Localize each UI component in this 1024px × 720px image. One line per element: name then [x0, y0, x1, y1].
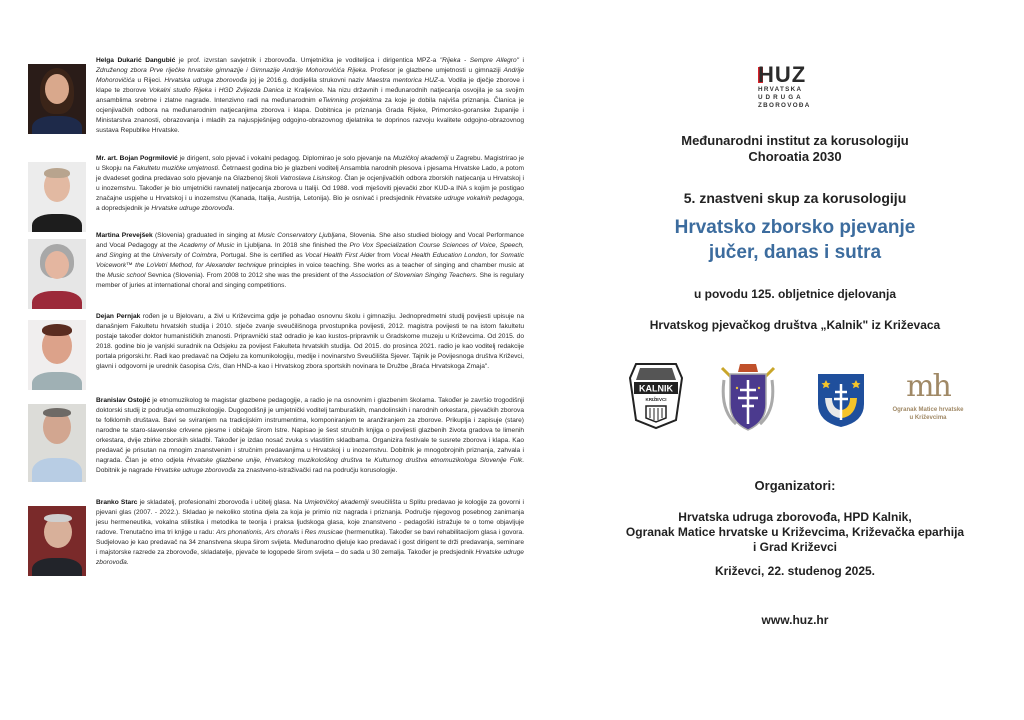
bio-name: Helga Dukarić Dangubić: [96, 57, 176, 64]
photo-bojan: [28, 162, 86, 232]
bio-text: Branislav Ostojić je etnomuzikolog te magistar glazbene pedagogije, a radio je na osnovnim i glazbenim školama. Također je završio trogodišnji doktorski studij iz područja etnomuzikologije. Dugogodišnji je umjetnički voditelj tamburaških, mandolinskih i narodnih orkestara, pjevačkih zborova te folklornih društava. Bavi se sviranjem na tradicijskim instrumentima, komponiranjem te aranžiranjem za zborove. Prikuplja i zapisuje (stare) narodne te staro-slavenske crkvene pjesme i običaje širom Istre. Napisao je šest stručnih knjiga o povijesti glazbenih života gradova te limenih orkestara, dvije zbirke zborskih skladbi. Također je izdao nosač zvuka s vlastitim skladbama. Organizira festivale te susrete zborova i klapa. Kao predavač je prisutan na mnogim znanstvenim i stručnim predavanjima u Hrvatskoj i u inozemstvu. Dobitnik je mnogobrojnih priznanja, zahvala i nagrada. Član je etno odjela Hrvatske glazbene unije, Hrvatskog muzikološkog društva te Kulturnog društva etnomuzikologa Slovenije Folk. Dobitnik je nagrade Hrvatske udruge zborovođa za znastveno-istraživački rad na području korusologije.: [96, 397, 524, 474]
bio-emphasis: Somatic Voicework™ the LoVetri Method, for Alexander technique: [96, 252, 525, 269]
bio-name: Branko Starc: [96, 499, 138, 506]
bio-emphasis: Res musicae: [304, 529, 343, 536]
bio-text: Mr. art. Bojan Pogrmilović je dirigent, solo pjevač i vokalni pedagog. Diplomirao je solo pjevanje na Muzičkoj akademiji u Zagrebu. Magistrirao je u Skopju na Fakultetu muzičke umjetnosti. Četrnaest godina bio je glazbeni voditelj Ansambla narodnih plesova i pjesama Hrvatske Lado, a potom je dvadeset godina predavao solo pjevanje na Glazbenoj školi Vatroslava Lisinskog. Član je ocjenjivačkih odbora zborskih natjecanja u Hrvatskoj i u inozemstvu. Također je bio umjetnički ravnatelj natjecanja zborova u Italiji. Od 1988. vodi mješoviti pjevački zbor KUD-a INA s kojim je postigao značajne uspjehe u Hrvatskoj i u inozemstvu (Kanada, Italija, Austrija, Letonija). Bio je osnivač i predsjednik Hrvatske udruge vokalnih pedagoga, a dopredsjednik je Hrvatske udruge zborovođa.: [96, 155, 524, 212]
institute-line1: Međunarodni institut za korusologiju: [681, 133, 909, 148]
kalnik-name: KALNIK: [639, 383, 673, 394]
institute-line2: Choroatia 2030: [748, 149, 842, 164]
eparchy-coat-of-arms-icon: [716, 360, 780, 434]
institute-name: [610, 133, 980, 165]
bio-emphasis: Pro Vox Specialization Course Sciences of Voice, Speech, and Singing: [96, 242, 524, 259]
matica-mark: mh: [906, 369, 950, 404]
bio-text: Martina Prevejšek (Slovenia) graduated in singing at Music Conservatory Ljubljana, Slovenia. She also studied biology and Vocal Performance and Vocal Pedagogy at the Academy of Music in Ljubljana. In 2018 she finished the Pro Vox Specialization Course Sciences of Voice, Speech, and Singing at the University of Coimbra, Portugal. She is certified as Vocal Health First Aider from Vocal Health Education London, for Somatic Voicework™ the LoVetri Method, for Alexander technique principles in voice teaching. She works as a teacher of singing and chamber music at the Music school Sevnica (Slovenia). From 2008 to 2012 she was the president of the Association of Slovenian Singing Teachers. She is regulary member of juries at international choral and singing competitions.: [96, 232, 525, 289]
title-line2: jučer, danas i sutra: [708, 242, 882, 263]
eparchy-logo: [716, 360, 780, 439]
bio-emphasis: Hrvatske udruge vokalnih pedagoga: [415, 195, 523, 202]
event-title: [610, 215, 980, 265]
photo-martina: [28, 239, 86, 309]
bio-name: Martina Prevejšek: [96, 232, 153, 239]
matica-line1: Ogranak Matice hrvatske: [892, 407, 964, 413]
bio-emphasis: Andrije Mohorovičića: [96, 67, 525, 84]
bio-emphasis: Music school: [107, 272, 146, 279]
kalnik-logo: [628, 360, 684, 435]
bio-emphasis: "Rijeka - Sempre Allegro": [439, 57, 519, 64]
bio-emphasis: Hrvatske udruge zborovođa: [96, 549, 524, 566]
bio-emphasis: Vocal Health Education London: [392, 252, 487, 259]
bio-emphasis: Vatroslava Lisinskog: [280, 175, 341, 182]
bio-emphasis: Umjetničkoj akademiji: [304, 499, 369, 506]
organizers-label: Organizatori:: [754, 478, 836, 493]
bio-emphasis: Academy of Music: [179, 242, 235, 249]
krizevci-city-logo: [816, 372, 866, 433]
website-link[interactable]: www.huz.hr: [761, 613, 829, 627]
bio-name: Branislav Ostojić: [96, 397, 151, 404]
bio-emphasis: Association of Slovenian Singing Teachers: [350, 272, 476, 279]
bio-emphasis: Hrvatske udruge zborovođa: [154, 467, 236, 474]
bio-emphasis: Vokalni studio Rijeka: [148, 87, 212, 94]
kalnik-city: KRIŽEVCI: [645, 397, 667, 402]
bio-emphasis: Music Conservatory Ljubljana: [257, 232, 346, 239]
organizer-line: Ogranak Matice hrvatske u Križevcima, Križevačka eparhija: [625, 525, 965, 539]
bio-emphasis: Ars phonationis, Ars choralis: [216, 529, 300, 536]
photo-branko: [28, 506, 86, 576]
partner-logos: [628, 360, 988, 440]
bio-branko: [28, 498, 528, 576]
huz-logo-mark: HUZ: [758, 62, 807, 87]
bio-emphasis: Hrvatske glazbene unije, Hrvatskog muzikološkog društva: [186, 457, 363, 464]
bio-text: Branko Starc je skladatelj, profesionalni zborovođa i učitelj glasa. Na Umjetničkoj akademiji sveučilišta u Splitu predavao je kologije za govorni i pjevani glas (2007. - 2022.). Skladao je nekoliko stotina djela za koja je primio niz nagrada i priznanja. Područje njegovog posebnog zanimanja jesu hermeneutika, vokalna stilistika i metodika te teorija i praksa ljudskoga glasa, koje znanstveno - pedagoški istražuje te o tome objavljuje radove. Trenutačno ima tri knjige u radu: Ars phonationis, Ars choralis i Res musicae (hermenutika). Također se bavi rehabilitacijom glasa i govora. Sudjelovao je kao predavač na 34 znanstvena skupa širom svijeta. Međunarodno djeluje kao predavač i gost dirigent te drži predavanja, seminare i majstorske razrede za zborovođe, skladatelje, pjevače te logopede širom svijeta – do sada u 30 zemalja. Također je predsjednik Hrvatske udruge zborovođa.: [96, 499, 525, 566]
huz-logo-line3: ZBOROVOĐA: [758, 102, 811, 109]
bio-dejan: [28, 312, 528, 390]
bio-emphasis: Hrvatska udruga zborovođa: [164, 77, 247, 84]
bio-text: Helga Dukarić Dangubić je prof. izvrstan savjetnik i zborovođa. Umjetnička je voditeljica i dirigentica MPZ-a "Rijeka - Sempre Allegro" i Združenog zbora Prve riječke hrvatske gimnazije i Gimnazije Andrije Mohorovičića Rijeka. Profesor je glazbene umjetnosti u gimnaziji Andrije Mohorovičića u Rijeci. Hrvatska udruga zborovođa joj je 2016.g. dodijelila strukovni naziv Maestra mentorica HUZ-a. Vodila je dječje zborove i klape te zborove Vokalni studio Rijeka i HGD Zvijezda Danica iz Kraljevice. Na nizu državnih i međunarodnih natjecanja osvojila je sa svojim ansamblima srebrne i zlatne nagrade. Intenzivno radi na međunarodnim eTwinning projektima za koje je dobila najviša priznanja. Članica je ocjenjivačkih odbora na međunarodnim natjecanjima zborova i klapa. Dobitnica je priznanja Grada Rijeke, Primorsko-goranske županije i Ministarstva znanosti, obrazovanja i mladih za najuspješnijeg odgojno-obrazovnog djelatnika te doprinos razvoju kvalitete odgojno-obrazovnog sustava Republike Hrvatske.: [96, 57, 525, 134]
huz-logo: [758, 64, 818, 110]
bio-text: Dejan Pernjak rođen je u Bjelovaru, a živi u Križevcima gdje je pohađao osnovnu školu i gimnaziju. Jednopredmetni studij povijesti upisuje na današnjem Fakultetu hrvatskih studija i 2010. stječe zvanje sveučilišnoga prvostupnika povijesti, 2012. magistra povijesti te na istom fakultetu postaje također doktor humanističkih znanosti. Pripravnički staž odradio je kao kustos-pripravnik u Gradskome muzeju u Križevcima. Od 2015. do 2018. godine bio je vanjski suradnik na Odsjeku za povijest Fakulteta hrvatskih studija. Od 2015. do prosinca 2021. radio je kao voditelj redakcije portala prigorski.hr. Radi kao predavač na Odjelu za komunikologiju, medije i novinarstvo Sveučilišta Sjever. Tajnik je Povijesnoga društva Križevci, glavni i odgovorni je urednik časopisa Cris, član HND-a kao i Hrvatskog zbora sportskih novinara te Družbe „Braća Hrvatskoga Zmaja".: [96, 313, 524, 370]
organizers-list: [610, 510, 980, 555]
bio-martina: [28, 231, 528, 309]
conference-name: 5. znastveni skup za korusologiju: [683, 190, 907, 206]
organizer-line: i Grad Križevci: [752, 540, 838, 554]
bio-emphasis: Kulturnog društva etnomuzikologa Slovenije Folk: [374, 457, 523, 464]
bio-emphasis: University of Coimbra: [152, 252, 217, 259]
occasion-text: u povodu 125. obljetnice djelovanja: [693, 287, 897, 301]
bio-emphasis: Združenog zbora Prve riječke hrvatske gimnazije i Gimnazije Andrije Mohorovičića Rijeka: [96, 67, 366, 74]
matica-line2: u Križevcima: [909, 415, 947, 421]
bio-branislav: [28, 396, 528, 482]
kalnik-emblem-icon: [628, 360, 684, 430]
huz-logo-line1: HRVATSKA: [758, 86, 803, 93]
matica-hrvatska-logo: [880, 369, 976, 422]
bio-bojan: [28, 154, 528, 232]
krizevci-coat-of-arms-icon: [816, 372, 866, 428]
bio-emphasis: Muzičkoj akademiji: [392, 155, 449, 162]
bio-emphasis: Maestra mentorica HUZ: [366, 77, 438, 84]
bio-helga: [28, 56, 528, 136]
bio-name: Mr. art. Bojan Pogrmilović: [96, 155, 178, 162]
photo-helga: [28, 64, 86, 134]
bio-emphasis: eTwinning projektima: [318, 97, 382, 104]
huz-logo-line2: UDRUGA: [758, 94, 804, 101]
photo-dejan: [28, 320, 86, 390]
bio-emphasis: HGD Zvijezda Danica: [218, 87, 284, 94]
event-date: Križevci, 22. studenog 2025.: [714, 564, 876, 578]
organizer-line: Hrvatska udruga zborovođa, HPD Kalnik,: [678, 510, 912, 524]
photo-branislav: [28, 404, 86, 482]
bio-emphasis: Cris: [207, 363, 220, 370]
society-text: Hrvatskog pjevačkog društva „Kalnik" iz Križevaca: [649, 318, 941, 332]
title-line1: Hrvatsko zborsko pjevanje: [674, 217, 916, 238]
bio-emphasis: Fakultetu muzičke umjetnosti: [132, 165, 219, 172]
bio-name: Dejan Pernjak: [96, 313, 141, 320]
bio-emphasis: Hrvatske udruge zborovođa: [151, 205, 233, 212]
bio-emphasis: Vocal Health First Aider: [304, 252, 375, 259]
